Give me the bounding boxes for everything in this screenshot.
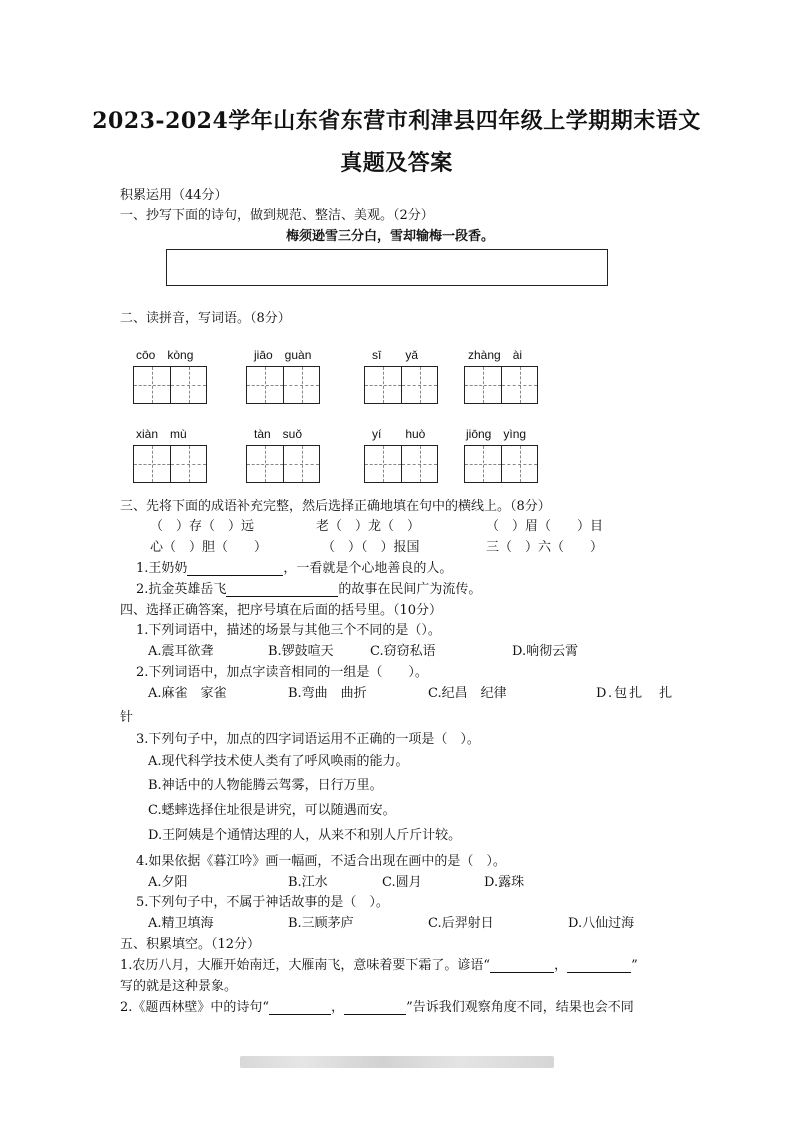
option-a[interactable]: A.夕阳 — [148, 875, 188, 890]
q4-item-4: 4.如果依据《暮江吟》画一幅画，不适合出现在画中的是（ ）。 — [136, 854, 506, 869]
option-d[interactable]: D.露珠 — [484, 875, 525, 890]
q4-item-3: 3.下列句子中，加点的四字词语运用不正确的一项是（ ）。 — [136, 732, 480, 747]
pinyin-label: zhàng ài — [468, 348, 523, 362]
option-d[interactable]: D.王阿姨是个通情达理的人，从来不和别人斤斤计较。 — [148, 828, 462, 843]
answer-blank[interactable] — [187, 562, 283, 576]
answer-blank[interactable] — [226, 583, 338, 597]
q5-item-2: 2.《题西林壁》中的诗句“ ， ”告诉我们观察角度不同，结果也会不同 — [120, 1000, 634, 1015]
tianzige-box[interactable] — [364, 445, 438, 483]
pinyin-label: jiāo guàn — [254, 348, 312, 362]
question-2-title: 二、读拼音，写词语。（8分） — [120, 311, 291, 326]
option-a[interactable]: A.精卫填海 — [148, 916, 214, 931]
sentence-1: 1.王奶奶 ，一看就是个心地善良的人。 — [136, 561, 453, 576]
option-c[interactable]: C.后羿射日 — [428, 916, 494, 931]
answer-blank[interactable] — [567, 959, 631, 973]
q5-item-1: 1.农历八月，大雁开始南迁，大雁南飞，意味着要下霜了。谚语“ ， ” — [120, 958, 638, 973]
tianzige-box[interactable] — [364, 366, 438, 404]
copy-writing-box[interactable] — [166, 249, 608, 286]
option-b[interactable]: B.弯曲 曲折 — [288, 686, 367, 701]
option-a[interactable]: A.现代科学技术使人类有了呼风唤雨的能力。 — [148, 754, 409, 769]
idiom-blank[interactable]: 三（ ）六（ ） — [486, 540, 604, 555]
pinyin-label: sī yǎ — [372, 348, 419, 362]
page-title-line2: 真题及答案 — [340, 150, 453, 176]
option-d[interactable]: D.八仙过海 — [568, 916, 635, 931]
blurred-footer-watermark — [240, 1056, 554, 1068]
idiom-blank[interactable]: 老（ ）龙（ ） — [316, 519, 421, 534]
pinyin-label: xiàn mù — [136, 427, 187, 441]
tianzige-box[interactable] — [133, 445, 207, 483]
question-1-title: 一、抄写下面的诗句，做到规范、整洁、美观。（2分） — [120, 208, 434, 223]
q5-item-1-wrap: 写的就是这种景象。 — [120, 979, 238, 994]
answer-blank[interactable] — [269, 1001, 331, 1015]
idiom-blank[interactable]: （ ）存（ ）远 — [150, 519, 255, 534]
option-c[interactable]: C.蟋蟀选择住址很是讲究，可以随遇而安。 — [148, 803, 396, 818]
option-d-wrap: 针 — [120, 710, 134, 725]
pinyin-label: yí huò — [372, 427, 426, 441]
q4-item-2: 2.下列词语中，加点字读音相同的一组是（ ）。 — [136, 665, 428, 680]
option-a[interactable]: A.震耳欲聋 — [148, 644, 214, 659]
section-heading: 积累运用（44分） — [120, 188, 228, 203]
question-4-title: 四、选择正确答案，把序号填在后面的括号里。（10分） — [120, 603, 443, 618]
option-b[interactable]: B.锣鼓喧天 — [268, 644, 334, 659]
answer-blank[interactable] — [344, 1001, 406, 1015]
question-3-title: 三、先将下面的成语补充完整，然后选择正确地填在句中的横线上。（8分） — [120, 499, 551, 514]
option-a[interactable]: A.麻雀 家雀 — [148, 686, 227, 701]
option-b[interactable]: B.神话中的人物能腾云驾雾，日行万里。 — [148, 778, 383, 793]
option-b[interactable]: B.三顾茅庐 — [288, 916, 354, 931]
question-5-title: 五、积累填空。（12分） — [120, 937, 261, 952]
answer-blank[interactable] — [490, 959, 554, 973]
poem-line: 梅须逊雪三分白，雪却输梅一段香。 — [286, 229, 495, 244]
pinyin-label: tàn suǒ — [254, 427, 303, 441]
option-c[interactable]: C.纪昌 纪律 — [428, 686, 507, 701]
pinyin-label: cōo kòng — [136, 348, 194, 362]
q4-item-1: 1.下列词语中，描述的场景与其他三个不同的是（）。 — [136, 623, 441, 638]
page-title: 2023-2024学年山东省东营市利津县四年级上学期期末语文 — [92, 108, 701, 134]
tianzige-box[interactable] — [464, 445, 538, 483]
tianzige-box[interactable] — [464, 366, 538, 404]
idiom-blank[interactable]: 心（ ）胆（ ） — [150, 540, 268, 555]
pinyin-label: jiōng yìng — [466, 427, 527, 441]
tianzige-box[interactable] — [246, 445, 320, 483]
tianzige-box[interactable] — [246, 366, 320, 404]
option-b[interactable]: B.江水 — [288, 875, 328, 890]
sentence-2: 2.抗金英雄岳飞 的故事在民间广为流传。 — [136, 582, 482, 597]
option-d[interactable]: D.包扎 扎 — [596, 686, 675, 701]
option-c[interactable]: C.圆月 — [382, 875, 422, 890]
option-d[interactable]: D.响彻云霄 — [512, 644, 579, 659]
tianzige-box[interactable] — [133, 366, 207, 404]
option-c[interactable]: C.窃窃私语 — [370, 644, 436, 659]
idiom-blank[interactable]: （ ）（ ）报国 — [322, 540, 420, 555]
q4-item-5: 5.下列句子中，不属于神话故事的是（ ）。 — [136, 895, 389, 910]
idiom-blank[interactable]: （ ）眉（ ）目 — [486, 519, 604, 534]
